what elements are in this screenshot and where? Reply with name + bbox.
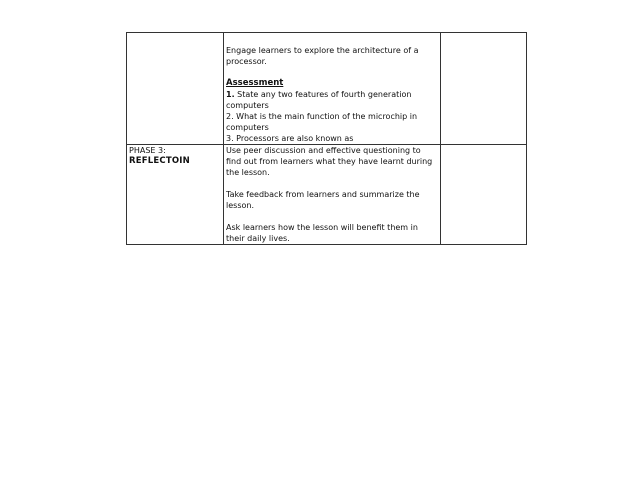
- assessment-question-3: 3. Processors are also known as: [226, 134, 354, 143]
- lesson-plan-table: [126, 32, 527, 245]
- question-number: 1.: [226, 90, 235, 99]
- table-row: [127, 145, 527, 245]
- activity-paragraph: Ask learners how the lesson will benefit them in their daily lives.: [226, 223, 418, 243]
- phase-name: REFLECTOIN: [129, 156, 190, 166]
- activity-intro: Engage learners to explore the architecture of a processor.: [226, 46, 419, 66]
- phase-cell: [127, 145, 224, 245]
- phase-cell: [127, 33, 224, 145]
- activity-paragraph: Take feedback from learners and summarize the lesson.: [226, 190, 420, 210]
- table-row: [127, 33, 527, 145]
- activity-cell: [224, 145, 441, 245]
- activity-cell: [224, 33, 441, 145]
- assessment-heading: Assessment: [226, 78, 284, 88]
- assessment-question-1: [226, 89, 438, 111]
- activity-paragraph: Use peer discussion and effective questioning to find out from learners what they have learnt during the lesson.: [226, 146, 433, 177]
- assessment-question-2: 2. What is the main function of the microchip in computers: [226, 112, 418, 132]
- question-text: State any two features of fourth generation computers: [226, 90, 412, 110]
- phase-label: PHASE 3:: [129, 146, 166, 155]
- resources-cell: [441, 33, 527, 145]
- resources-cell: [441, 145, 527, 245]
